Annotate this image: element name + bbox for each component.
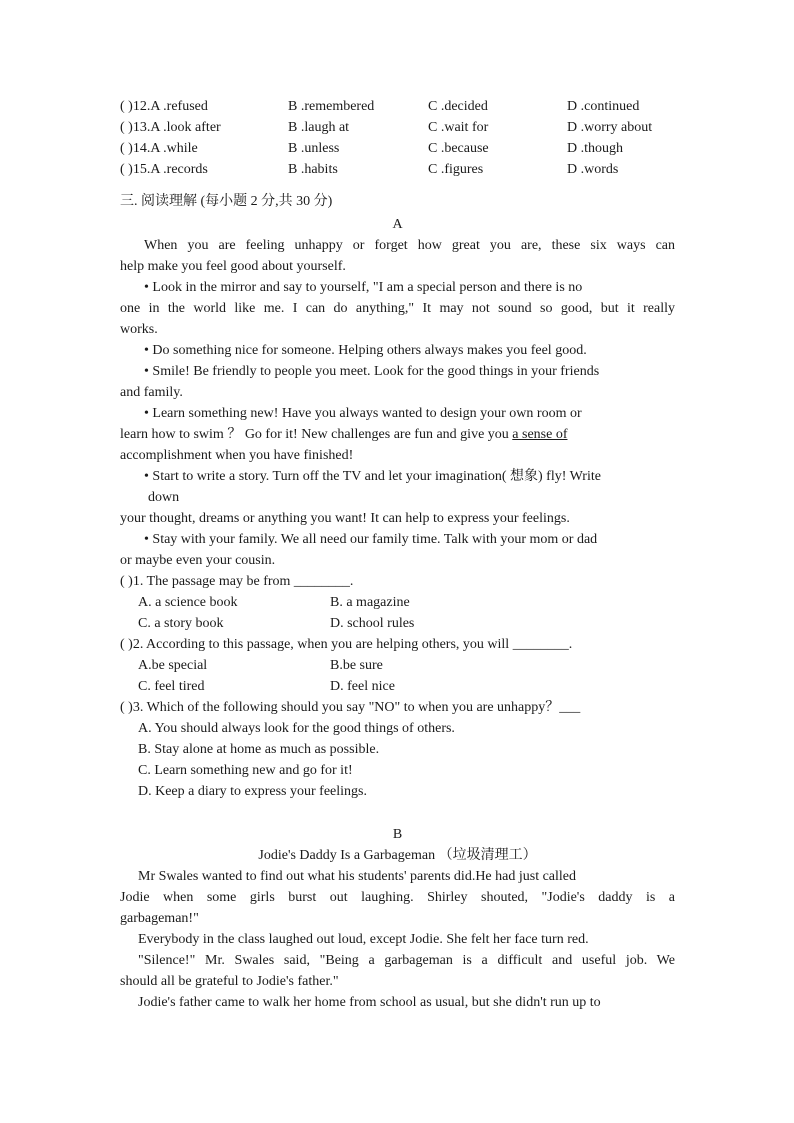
- question-stem: ( )3. Which of the following should you say "NO" to when you are unhappy？___: [120, 700, 581, 715]
- question-stem: ( )1. The passage may be from ________.: [120, 574, 354, 589]
- option-b: B. Stay alone at home as much as possible.: [138, 742, 380, 757]
- option-row: [120, 676, 675, 697]
- option-d: D. Keep a diary to express your feelings.: [138, 784, 367, 799]
- passage-text: one in the world like me. I can do anything," It may not sound so good, but it really: [120, 301, 675, 316]
- underlined-phrase: a sense of: [512, 427, 568, 442]
- passage-text: accomplishment when you have finished!: [120, 448, 354, 463]
- cloze-option-row: [120, 138, 675, 159]
- passage-text: Everybody in the class laughed out loud, except Jodie. She felt her face turn red.: [138, 932, 589, 947]
- exam-page: [120, 96, 675, 1013]
- option-row: [120, 613, 675, 634]
- option-b: B.be sure: [330, 658, 383, 673]
- bullet-point: • Smile! Be friendly to people you meet. Look for the good things in your friends: [144, 364, 600, 379]
- option-b: B. a magazine: [330, 595, 410, 610]
- passage-text: works.: [120, 322, 158, 337]
- bullet-point: • Do something nice for someone. Helping others always makes you feel good.: [144, 343, 587, 358]
- question-15: ( )15.A .records: [120, 162, 208, 177]
- option-d: D. feel nice: [330, 679, 395, 694]
- bullet-point: • Stay with your family. We all need our family time. Talk with your mom or dad: [144, 532, 598, 547]
- passage-a-label: A: [392, 217, 403, 232]
- bullet-point: • Start to write a story. Turn off the TV and let your imagination( 想象) fly! Write: [144, 469, 601, 484]
- passage-text: and family.: [120, 385, 183, 400]
- passage-text: Jodie when some girls burst out laughing. Shirley shouted, "Jodie's daddy is a: [120, 890, 675, 905]
- passage-text: help make you feel good about yourself.: [120, 259, 346, 274]
- cloze-options: [120, 96, 675, 180]
- passage-b-label: B: [392, 827, 403, 842]
- cloze-option-row: [120, 96, 675, 117]
- spacer: [120, 802, 675, 824]
- option-b: B .habits: [288, 162, 338, 177]
- question-13: ( )13.A .look after: [120, 120, 221, 135]
- question-14: ( )14.A .while: [120, 141, 198, 156]
- question-stem: ( )2. According to this passage, when you are helping others, you will ________.: [120, 637, 573, 652]
- passage-text: "Silence!" Mr. Swales said, "Being a garbageman is a difficult and useful job. We: [138, 953, 675, 968]
- questions-a: [120, 571, 675, 802]
- option-c: C. a story book: [138, 616, 224, 631]
- passage-a: [120, 214, 675, 571]
- option-d: D. school rules: [330, 616, 415, 631]
- passage-text: down: [148, 490, 180, 505]
- option-c: C .because: [428, 141, 489, 156]
- option-d: D .continued: [567, 99, 640, 114]
- question-12: ( )12.A .refused: [120, 99, 208, 114]
- passage-text: should all be grateful to Jodie's father.": [120, 974, 339, 989]
- option-d: D .words: [567, 162, 619, 177]
- option-c: C. feel tired: [138, 679, 205, 694]
- passage-text: garbageman!": [120, 911, 199, 926]
- option-c: C .wait for: [428, 120, 489, 135]
- passage-b: [120, 824, 675, 1013]
- option-a: A. You should always look for the good things of others.: [138, 721, 455, 736]
- option-c: C. Learn something new and go for it!: [138, 763, 353, 778]
- cloze-option-row: [120, 159, 675, 180]
- passage-text-segment: learn how to swim ？ Go for it! New challenges are fun and give you: [120, 427, 513, 442]
- option-c: C .decided: [428, 99, 488, 114]
- passage-text: When you are feeling unhappy or forget how great you are, these six ways can: [144, 238, 675, 253]
- option-d: D .worry about: [567, 120, 653, 135]
- option-row: [120, 655, 675, 676]
- passage-text: [120, 424, 675, 445]
- option-a: A.be special: [138, 658, 208, 673]
- bullet-point: • Look in the mirror and say to yourself, "I am a special person and there is no: [144, 280, 583, 295]
- option-row: [120, 592, 675, 613]
- passage-b-title: Jodie's Daddy Is a Garbageman （垃圾清理工）: [258, 848, 537, 863]
- option-d: D .though: [567, 141, 623, 156]
- bullet-point: • Learn something new! Have you always wanted to design your own room or: [144, 406, 582, 421]
- option-b: B .remembered: [288, 99, 375, 114]
- cloze-option-row: [120, 117, 675, 138]
- passage-text: Jodie's father came to walk her home from school as usual, but she didn't run up to: [138, 995, 601, 1010]
- section-3-title: 三. 阅读理解 (每小题 2 分,共 30 分): [120, 194, 333, 209]
- option-b: B .unless: [288, 141, 340, 156]
- passage-text: or maybe even your cousin.: [120, 553, 276, 568]
- passage-text: your thought, dreams or anything you want! It can help to express your feelings.: [120, 511, 570, 526]
- option-a: A. a science book: [138, 595, 238, 610]
- option-c: C .figures: [428, 162, 484, 177]
- option-b: B .laugh at: [288, 120, 350, 135]
- passage-text: Mr Swales wanted to find out what his students' parents did.He had just called: [138, 869, 576, 884]
